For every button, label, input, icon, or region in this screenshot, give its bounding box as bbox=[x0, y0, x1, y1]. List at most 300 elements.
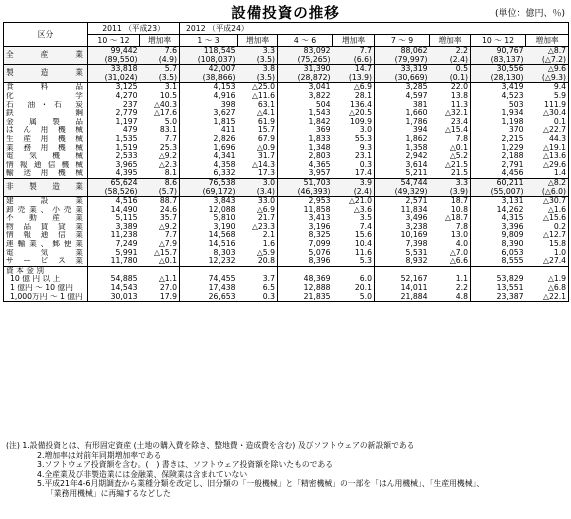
rate-cell: △13.6 bbox=[543, 152, 567, 161]
value-cell: 54,885 bbox=[88, 275, 140, 284]
rate-cell: 2.2 bbox=[455, 284, 469, 293]
rate-cell: △1.9 bbox=[547, 275, 567, 284]
value-cell: 7,398 bbox=[375, 240, 430, 249]
rate-cell: △17.6 bbox=[153, 109, 178, 118]
rate-cell: △6.8 bbox=[547, 284, 567, 293]
rate-cell: 21.5 bbox=[450, 169, 469, 178]
row-label: 全 産 業 bbox=[6, 50, 83, 60]
row-label: 1 億円 ～ 10 億円 bbox=[10, 284, 73, 293]
rate-cell: △18.7 bbox=[444, 214, 469, 223]
value-cell: 3,238 bbox=[375, 223, 430, 232]
value-cell: 8,390 bbox=[471, 240, 526, 249]
value-cell: 1,358 bbox=[375, 144, 430, 153]
table-row bbox=[4, 178, 569, 187]
footnote: 2.増加率は対前年同期増加率である bbox=[37, 450, 162, 460]
value-cell: 60,211 bbox=[471, 178, 526, 187]
rate-cell: △1.1 bbox=[158, 275, 178, 284]
rate-cell: 15.8 bbox=[548, 240, 567, 249]
value-cell: 118,545 bbox=[180, 47, 238, 56]
value-cell: (75,265) bbox=[278, 56, 333, 65]
value-cell: 398 bbox=[180, 101, 238, 110]
rate-cell: 5.3 bbox=[359, 257, 373, 266]
rate-cell: 3.0 bbox=[262, 178, 276, 187]
value-cell: 11,780 bbox=[88, 257, 140, 266]
value-cell: 1,198 bbox=[471, 118, 526, 127]
value-cell: 3,965 bbox=[88, 161, 140, 170]
value-cell: 381 bbox=[375, 101, 430, 110]
rate-cell: (2.4) bbox=[449, 55, 469, 64]
value-cell: (55,007) bbox=[471, 188, 526, 197]
rate-cell: 3.0 bbox=[359, 126, 373, 135]
row-label: 鉄 鋼 bbox=[6, 109, 83, 118]
rate-cell: 5.0 bbox=[164, 117, 178, 126]
rate-cell: 20.1 bbox=[354, 284, 373, 293]
value-cell: 51,703 bbox=[278, 178, 333, 187]
rate-cell: 24.6 bbox=[159, 205, 178, 214]
period-header: 4 ～ 6 bbox=[278, 35, 333, 47]
value-cell: 4,358 bbox=[180, 161, 238, 170]
rate-cell: △5.2 bbox=[449, 152, 469, 161]
footnote: 3.ソフトウェア投資額を含む。( ) 書きは、ソフトウェア投資額を除いたものである bbox=[37, 460, 334, 470]
rate-cell: (0.1) bbox=[449, 73, 469, 82]
table-row bbox=[4, 126, 569, 135]
value-cell: 3,419 bbox=[471, 83, 526, 92]
rate-cell: (△7.2) bbox=[541, 55, 567, 64]
value-cell: 11,238 bbox=[88, 231, 140, 240]
rate-cell bbox=[430, 266, 471, 275]
table-row bbox=[4, 197, 569, 206]
value-cell: 7,099 bbox=[278, 240, 333, 249]
row-label: 輸 送 用 機 械 bbox=[6, 169, 83, 178]
category-header: 区分 bbox=[4, 23, 88, 47]
rate-cell: △30.4 bbox=[543, 109, 567, 118]
rate-cell: 22.0 bbox=[450, 82, 469, 92]
rate-cell: 9.4 bbox=[553, 82, 567, 92]
rate-cell: △6.9 bbox=[256, 205, 276, 214]
value-cell: 2,791 bbox=[471, 161, 526, 170]
value-cell: 12,888 bbox=[278, 284, 333, 293]
value-cell: (108,037) bbox=[180, 56, 238, 65]
rate-cell: 0.1 bbox=[553, 117, 567, 126]
rate-cell: △1.6 bbox=[547, 205, 567, 214]
rate-cell: 7.7 bbox=[164, 134, 178, 143]
value-cell: 2,188 bbox=[471, 152, 526, 161]
rate-cell: 17.3 bbox=[257, 169, 276, 178]
rate-cell: 109.9 bbox=[350, 117, 373, 126]
rate-cell: (3.9) bbox=[449, 187, 469, 196]
rate-cell: 4.8 bbox=[455, 292, 469, 301]
table-row bbox=[4, 83, 569, 92]
value-cell: 504 bbox=[278, 101, 333, 110]
value-cell: 4,365 bbox=[278, 161, 333, 170]
value-cell: 26,653 bbox=[180, 293, 238, 302]
table-row bbox=[4, 188, 569, 197]
rate-cell bbox=[333, 266, 375, 275]
value-cell: 370 bbox=[471, 126, 526, 135]
rate-cell: (3.5) bbox=[256, 55, 276, 64]
value-cell: 53,829 bbox=[471, 275, 526, 284]
row-label: 情報通信機械 bbox=[6, 160, 83, 169]
rate-cell: 23.1 bbox=[354, 152, 373, 161]
value-cell: 4,916 bbox=[180, 92, 238, 101]
value-cell: 14,490 bbox=[88, 206, 140, 215]
value-cell: 2,571 bbox=[375, 197, 430, 206]
rate-cell: 18.7 bbox=[450, 196, 469, 206]
rate-cell: 7.8 bbox=[455, 134, 469, 143]
period-header: 1 ～ 3 bbox=[180, 35, 238, 47]
row-label: 石 油・石 炭 bbox=[6, 100, 83, 109]
value-cell: 8,303 bbox=[180, 249, 238, 258]
rate-cell: 44.3 bbox=[548, 134, 567, 143]
value-cell: 3,285 bbox=[375, 83, 430, 92]
row-label: 不 動 産 業 bbox=[6, 214, 83, 223]
rate-cell: 7.6 bbox=[164, 46, 178, 55]
value-cell: 30,556 bbox=[471, 65, 526, 74]
rate-cell: 2.1 bbox=[262, 231, 276, 240]
value-cell: 88,062 bbox=[375, 47, 430, 56]
footnote: (注) 1.設備投資とは、有形固定資産 (土地の購入費を除き、整地費・造成費を含む) 及びソフトウェアの新設額である bbox=[6, 441, 415, 450]
rate-cell: (6.6) bbox=[353, 55, 373, 64]
rate-cell: △8.7 bbox=[547, 46, 567, 55]
value-cell: 14,568 bbox=[180, 231, 238, 240]
rate-cell: △12.7 bbox=[543, 231, 567, 240]
value-cell: (89,550) bbox=[88, 56, 140, 65]
value-cell: 3,131 bbox=[471, 197, 526, 206]
rate-cell: △5.9 bbox=[256, 248, 276, 257]
value-cell: 3,396 bbox=[471, 223, 526, 232]
value-cell: 11,858 bbox=[278, 206, 333, 215]
rate-cell: 11.3 bbox=[450, 100, 469, 109]
rate-cell: 6.0 bbox=[359, 275, 373, 284]
value-cell: 237 bbox=[88, 101, 140, 110]
rate-cell: (4.9) bbox=[158, 55, 178, 64]
rate-cell: 5.0 bbox=[359, 292, 373, 301]
rate-cell: 13.0 bbox=[450, 231, 469, 240]
rate-cell: △32.1 bbox=[444, 109, 469, 118]
rate-cell: 1.1 bbox=[455, 275, 469, 284]
unit-label: (単位：億円、％) bbox=[494, 9, 565, 19]
row-label: は ん 用 機 械 bbox=[6, 126, 83, 135]
value-cell: 3,822 bbox=[278, 92, 333, 101]
rate-cell: 88.7 bbox=[159, 196, 178, 206]
rate-cell: △11.6 bbox=[251, 91, 276, 100]
table-row bbox=[4, 266, 569, 275]
value-cell: 33,319 bbox=[375, 65, 430, 74]
rate-cell: 7.7 bbox=[359, 46, 373, 55]
value-cell: 1,862 bbox=[375, 135, 430, 144]
rate-cell: 3.3 bbox=[455, 178, 469, 187]
row-label: サ ー ビ ス 業 bbox=[6, 257, 83, 266]
rate-cell: 25.3 bbox=[159, 143, 178, 152]
rate-cell: △19.1 bbox=[543, 143, 567, 152]
value-cell: 4,270 bbox=[88, 92, 140, 101]
value-cell: 83,092 bbox=[278, 47, 333, 56]
value-cell: 2,953 bbox=[278, 197, 333, 206]
value-cell: 1,842 bbox=[278, 118, 333, 127]
rate-cell: △7.9 bbox=[158, 240, 178, 249]
rate-cell: △22.7 bbox=[543, 126, 567, 135]
value-cell bbox=[375, 266, 430, 275]
value-cell: 12,232 bbox=[180, 257, 238, 266]
row-label: 非 製 造 業 bbox=[6, 182, 83, 192]
rate-cell: 0.3 bbox=[262, 292, 276, 301]
value-cell: 12,088 bbox=[180, 206, 238, 215]
value-cell: 21,835 bbox=[278, 293, 333, 302]
row-label: 1,000万円 ～ 1 億円 bbox=[10, 292, 83, 301]
rate-cell: 3.9 bbox=[359, 178, 373, 187]
value-cell: 21,884 bbox=[375, 293, 430, 302]
rate-header: 増加率 bbox=[238, 35, 278, 47]
rate-cell: △14.3 bbox=[251, 160, 276, 169]
value-cell: 6,332 bbox=[180, 169, 238, 178]
value-cell: (49,329) bbox=[375, 188, 430, 197]
rate-cell: 6.5 bbox=[262, 284, 276, 293]
rate-cell: 1.4 bbox=[553, 169, 567, 178]
rate-cell: 14.7 bbox=[354, 64, 373, 74]
value-cell: 31,390 bbox=[278, 65, 333, 74]
table-row bbox=[4, 223, 569, 232]
value-cell: 74,455 bbox=[180, 275, 238, 284]
rate-cell: 0.2 bbox=[553, 222, 567, 231]
rate-cell: △29.6 bbox=[543, 160, 567, 169]
rate-cell: 5.9 bbox=[553, 91, 567, 100]
rate-cell: △20.5 bbox=[348, 109, 373, 118]
value-cell: 13,551 bbox=[471, 284, 526, 293]
value-cell: 2,779 bbox=[88, 109, 140, 118]
rate-cell: (5.7) bbox=[158, 187, 178, 196]
rate-cell: △30.7 bbox=[543, 196, 567, 206]
footnote: 5.平成21年4-6月期調査から業種分類を改定し、旧分類の「一般機械」と「精密機械」の一部を「はん用機械」、「生産用機械」、 bbox=[37, 479, 485, 489]
rate-cell: △9.2 bbox=[158, 152, 178, 161]
rate-cell: △15.4 bbox=[444, 126, 469, 135]
rate-cell: (△9.3) bbox=[541, 73, 567, 82]
table-row bbox=[4, 214, 569, 223]
value-cell: 3,389 bbox=[88, 223, 140, 232]
table-row bbox=[4, 206, 569, 215]
value-cell: 1,696 bbox=[180, 144, 238, 153]
value-cell: 17,438 bbox=[180, 284, 238, 293]
rate-cell: 20.8 bbox=[257, 257, 276, 266]
value-cell: 10,169 bbox=[375, 231, 430, 240]
value-cell: (30,669) bbox=[375, 74, 430, 83]
table-row bbox=[4, 275, 569, 284]
rate-cell: 83.1 bbox=[159, 126, 178, 135]
period-header: 10 ～ 12 bbox=[471, 35, 526, 47]
rate-cell: △0.9 bbox=[256, 143, 276, 152]
value-cell: 4,523 bbox=[471, 92, 526, 101]
value-cell: 1,197 bbox=[88, 118, 140, 127]
rate-cell: (△6.0) bbox=[541, 187, 567, 196]
rate-header: 増加率 bbox=[526, 35, 569, 47]
value-cell: (31,024) bbox=[88, 74, 140, 83]
value-cell: 8,555 bbox=[471, 257, 526, 266]
value-cell: 5,076 bbox=[278, 249, 333, 258]
rate-cell: 3.7 bbox=[262, 275, 276, 284]
value-cell: 3,413 bbox=[278, 214, 333, 223]
footnote: 「業務用機械」に再編するなどした bbox=[46, 488, 171, 498]
value-cell: (28,872) bbox=[278, 74, 333, 83]
rate-cell: 111.9 bbox=[544, 100, 567, 109]
rate-cell: (3.5) bbox=[256, 73, 276, 82]
value-cell: 2,533 bbox=[88, 152, 140, 161]
rate-cell: △27.4 bbox=[543, 257, 567, 266]
table-row bbox=[4, 169, 569, 178]
value-cell: 8,932 bbox=[375, 257, 430, 266]
rate-cell: △0.1 bbox=[449, 143, 469, 152]
value-cell: 3,125 bbox=[88, 83, 140, 92]
rate-cell: 63.1 bbox=[257, 100, 276, 109]
rate-cell: 17.4 bbox=[354, 169, 373, 178]
value-cell bbox=[88, 266, 140, 275]
rate-cell: △3.6 bbox=[353, 205, 373, 214]
table-row bbox=[4, 161, 569, 170]
rate-cell: △9.2 bbox=[158, 222, 178, 231]
value-cell: 14,011 bbox=[375, 284, 430, 293]
rate-cell: △8.2 bbox=[547, 178, 567, 187]
value-cell bbox=[278, 266, 333, 275]
period-header: 7 ～ 9 bbox=[375, 35, 430, 47]
rate-cell: △21.5 bbox=[444, 160, 469, 169]
value-cell: 1,660 bbox=[375, 109, 430, 118]
value-cell: 1,833 bbox=[278, 135, 333, 144]
footnote: 4.全産業及び非製造業には金融業、保険業は含まれていない bbox=[37, 469, 248, 479]
rate-cell: △25.0 bbox=[251, 82, 276, 92]
table-row bbox=[4, 249, 569, 258]
page-title: 設備投資の推移 bbox=[231, 6, 340, 22]
value-cell: 3,627 bbox=[180, 109, 238, 118]
capital-investment-table bbox=[3, 22, 569, 302]
value-cell bbox=[471, 266, 526, 275]
value-cell: (58,526) bbox=[88, 188, 140, 197]
value-cell: 4,597 bbox=[375, 92, 430, 101]
value-cell: 3,957 bbox=[278, 169, 333, 178]
value-cell: (83,137) bbox=[471, 56, 526, 65]
rate-cell: (2.4) bbox=[353, 187, 373, 196]
table-row bbox=[4, 257, 569, 266]
value-cell: 14,262 bbox=[471, 206, 526, 215]
value-cell: 33,818 bbox=[88, 65, 140, 74]
value-cell: 1,934 bbox=[471, 109, 526, 118]
rate-cell: (3.5) bbox=[158, 73, 178, 82]
value-cell: 3,843 bbox=[180, 197, 238, 206]
rate-cell: 28.1 bbox=[354, 91, 373, 100]
value-cell: 76,538 bbox=[180, 178, 238, 187]
value-cell: 479 bbox=[88, 126, 140, 135]
rate-cell: △6.6 bbox=[449, 257, 469, 266]
value-cell: 42,007 bbox=[180, 65, 238, 74]
value-cell: 4,395 bbox=[88, 169, 140, 178]
rate-header: 増加率 bbox=[333, 35, 375, 47]
rate-cell: 2.2 bbox=[455, 46, 469, 55]
value-cell: 1,815 bbox=[180, 118, 238, 127]
rate-cell: 1.6 bbox=[262, 240, 276, 249]
value-cell: 3,196 bbox=[278, 223, 333, 232]
row-label: 電 気 業 bbox=[6, 248, 83, 257]
row-label: 電 気 機 械 bbox=[6, 152, 83, 161]
rate-cell: △9.6 bbox=[547, 64, 567, 74]
rate-cell: △15.6 bbox=[543, 214, 567, 223]
value-cell: 2,215 bbox=[471, 135, 526, 144]
year-2012-header: 2012 （平成24） bbox=[180, 23, 569, 35]
value-cell: 90,767 bbox=[471, 47, 526, 56]
value-cell: 9,809 bbox=[471, 231, 526, 240]
row-label: 運輸業、郵便業 bbox=[6, 240, 83, 249]
table-row bbox=[4, 152, 569, 161]
table-row bbox=[4, 74, 569, 83]
value-cell: 2,803 bbox=[278, 152, 333, 161]
value-cell: 5,810 bbox=[180, 214, 238, 223]
table-row bbox=[4, 144, 569, 153]
row-label: 生 産 用 機 械 bbox=[6, 134, 83, 143]
rate-cell bbox=[526, 266, 569, 275]
value-cell: 4,153 bbox=[180, 83, 238, 92]
rate-cell: 3.8 bbox=[262, 64, 276, 74]
rate-cell: 8.1 bbox=[164, 169, 178, 178]
value-cell: 1,543 bbox=[278, 109, 333, 118]
rate-cell: (13.9) bbox=[348, 73, 373, 82]
rate-cell: 10.4 bbox=[354, 240, 373, 249]
rate-cell: 3.1 bbox=[164, 82, 178, 92]
table-row bbox=[4, 240, 569, 249]
row-label: 金 属 製 品 bbox=[6, 117, 83, 126]
value-cell: 5,991 bbox=[88, 249, 140, 258]
period-header: 10 ～ 12 bbox=[88, 35, 140, 47]
rate-cell: △40.3 bbox=[153, 100, 178, 109]
value-cell: 411 bbox=[180, 126, 238, 135]
table-row bbox=[4, 293, 569, 302]
row-label: 物 品 賃 貸 業 bbox=[6, 222, 83, 231]
value-cell: 3,614 bbox=[375, 161, 430, 170]
value-cell: 2,942 bbox=[375, 152, 430, 161]
rate-cell: △22.1 bbox=[543, 292, 567, 301]
row-label: 化 学 bbox=[6, 91, 83, 100]
value-cell: 65,624 bbox=[88, 178, 140, 187]
value-cell: (69,172) bbox=[180, 188, 238, 197]
value-cell: 369 bbox=[278, 126, 333, 135]
rate-cell: 5.7 bbox=[164, 64, 178, 74]
value-cell: 7,249 bbox=[88, 240, 140, 249]
table-row bbox=[4, 92, 569, 101]
rate-cell: 15.6 bbox=[354, 231, 373, 240]
rate-cell: △15.7 bbox=[153, 248, 178, 257]
value-cell: 8,396 bbox=[278, 257, 333, 266]
table-row bbox=[4, 56, 569, 65]
rate-cell: 4.0 bbox=[455, 240, 469, 249]
value-cell: 1,229 bbox=[471, 144, 526, 153]
table-row bbox=[4, 101, 569, 110]
rate-cell: 3.5 bbox=[359, 214, 373, 223]
rate-cell: 61.9 bbox=[257, 117, 276, 126]
rate-cell: 3.3 bbox=[262, 46, 276, 55]
rate-cell: 1.0 bbox=[553, 248, 567, 257]
value-cell: 394 bbox=[375, 126, 430, 135]
value-cell: (79,997) bbox=[375, 56, 430, 65]
row-label: 資 本 金 別 bbox=[6, 266, 45, 275]
rate-cell: 0.5 bbox=[455, 64, 469, 74]
rate-cell: △23.3 bbox=[251, 222, 276, 231]
row-label: 情 報 通 信 業 bbox=[6, 231, 83, 240]
row-label: 業 務 用 機 械 bbox=[6, 143, 83, 152]
value-cell bbox=[180, 266, 238, 275]
rate-cell bbox=[238, 266, 278, 275]
table-row bbox=[4, 109, 569, 118]
rate-cell: 7.4 bbox=[359, 222, 373, 231]
rate-cell: △2.3 bbox=[158, 160, 178, 169]
table-row bbox=[4, 118, 569, 127]
table-row bbox=[4, 284, 569, 293]
value-cell: 14,543 bbox=[88, 284, 140, 293]
value-cell: 3,190 bbox=[180, 223, 238, 232]
